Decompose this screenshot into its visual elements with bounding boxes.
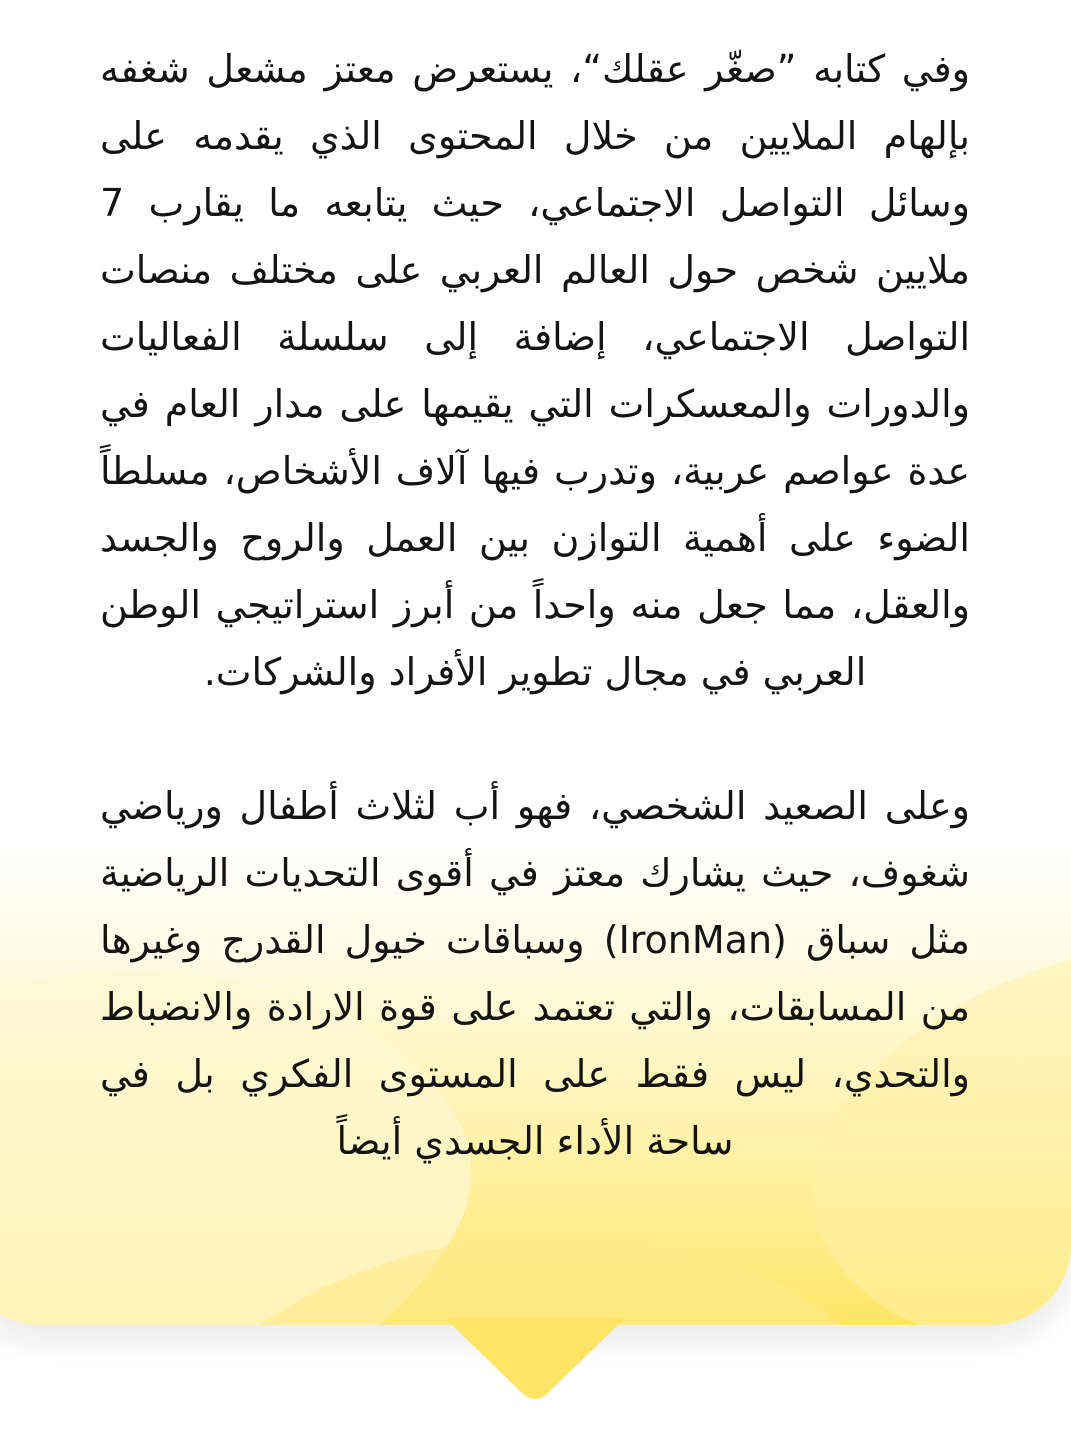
paragraph-book-intro: وفي كتابه ”صغّر عقلك“، يستعرض معتز مشعل شغفه بإلهام الملايين من خلال المحتوى الذي يقدمه على وسائل التواصل الاجتماعي، حيث يتابعه ما يقارب 7 ملايين شخص حول العالم العربي على مختلف منصات التواصل الاجتماعي، إضافة إلى سلسلة الفعاليات والدورات والمعسكرات التي يقيمها على مدار العام في عدة عواصم عربية، وتدرب فيها آلاف الأشخاص، مسلطاً الضوء على أهمية التوازن بين العمل والروح والجسد والعقل، مما جعل منه واحداً من أبرز استراتيجي الوطن العربي في مجال تطوير الأفراد والشركات. [100,47,970,694]
speech-pointer [445,1318,625,1408]
paragraph-personal-life: وعلى الصعيد الشخصي، فهو أب لثلاث أطفال ورياضي شغوف، حيث يشارك معتز في أقوى التحديات الرياضية مثل سباق (IronMan) وسباقات خيول القدرج وغيرها من المسابقات، والتي تعتمد على قوة الارادة والانضباط والتحدي، ليس فقط على المستوى الفكري بل في ساحة الأداء الجسدي أيضاً [100,784,970,1163]
article-text [100,36,970,1175]
